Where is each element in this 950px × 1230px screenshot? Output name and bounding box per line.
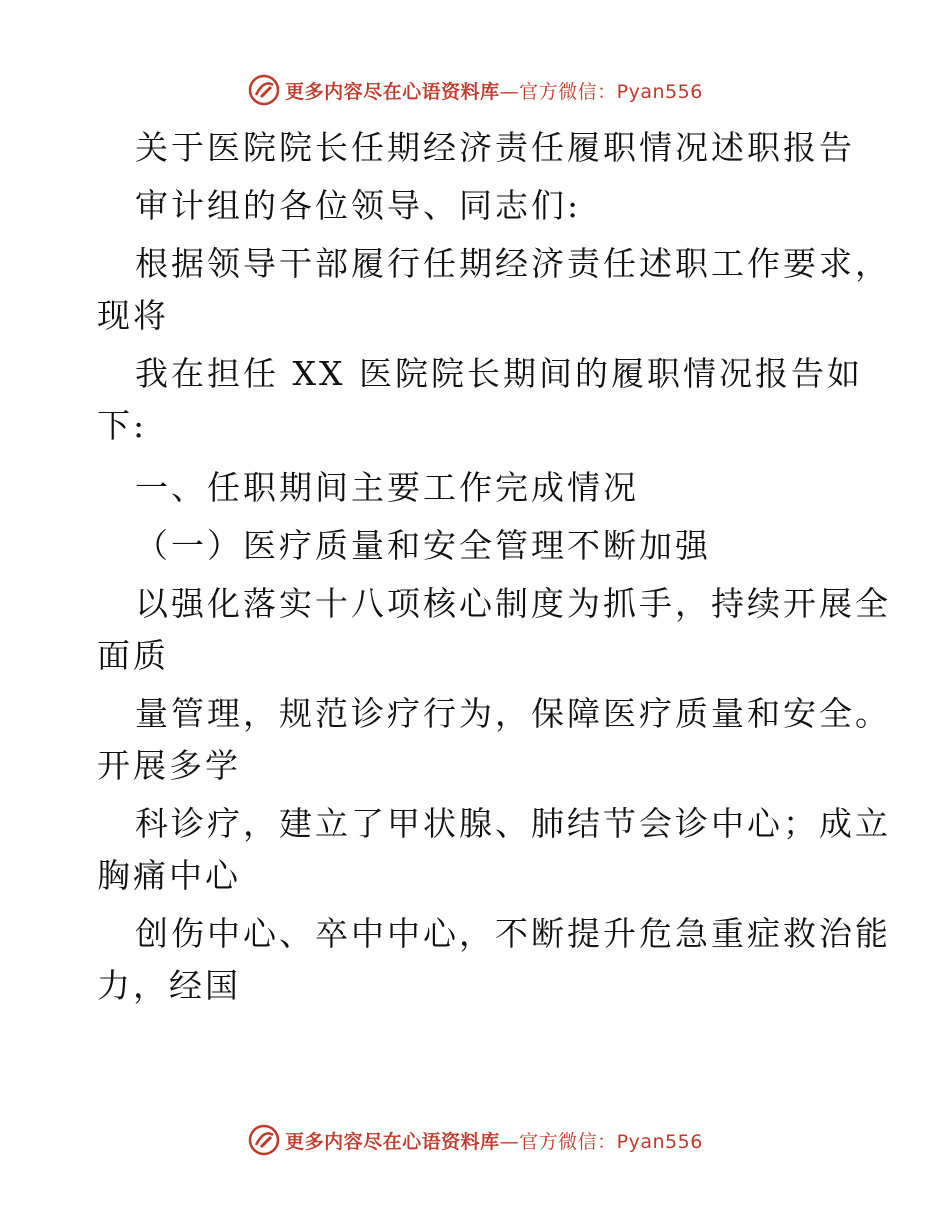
document-body	[97, 122, 891, 1012]
watermark-header	[0, 70, 950, 110]
watermark-sub-text: —官方微信：Pyan556	[499, 80, 703, 103]
paragraph-line: 胸痛中心	[97, 856, 241, 895]
watermark-footer	[0, 1120, 950, 1160]
salutation: 审计组的各位领导、同志们:	[135, 186, 582, 225]
watermark-main-text: 更多内容尽在心语资料库	[285, 80, 500, 103]
paragraph-line: 我在担任 XX 医院院长期间的履职情况报告如	[135, 354, 863, 393]
paragraph-line: 根据领导干部履行任期经济责任述职工作要求，	[135, 244, 891, 283]
paragraph-line: 科诊疗，建立了甲状腺、肺结节会诊中心；成立	[135, 804, 891, 843]
paragraph-line: 力，经国	[97, 966, 241, 1005]
subsection-heading: （一）医疗质量和安全管理不断加强	[135, 526, 711, 565]
logo-icon	[247, 1123, 281, 1157]
paragraph-line: 现将	[97, 296, 169, 335]
paragraph-line: 面质	[97, 636, 169, 675]
paragraph-line: 以强化落实十八项核心制度为抓手，持续开展全	[135, 584, 891, 623]
watermark-sub-text: —官方微信：Pyan556	[499, 1130, 703, 1153]
document-title: 关于医院院长任期经济责任履职情况述职报告	[135, 128, 855, 167]
paragraph-line: 量管理，规范诊疗行为，保障医疗质量和安全。	[135, 694, 891, 733]
section-heading: 一、任职期间主要工作完成情况	[135, 468, 639, 507]
paragraph-line: 下:	[97, 406, 148, 445]
watermark-main-text: 更多内容尽在心语资料库	[285, 1130, 500, 1153]
watermark-text	[285, 1127, 703, 1154]
paragraph-line: 开展多学	[97, 746, 241, 785]
watermark-text	[285, 77, 703, 104]
paragraph-line: 创伤中心、卒中中心，不断提升危急重症救治能	[135, 914, 891, 953]
logo-icon	[247, 73, 281, 107]
